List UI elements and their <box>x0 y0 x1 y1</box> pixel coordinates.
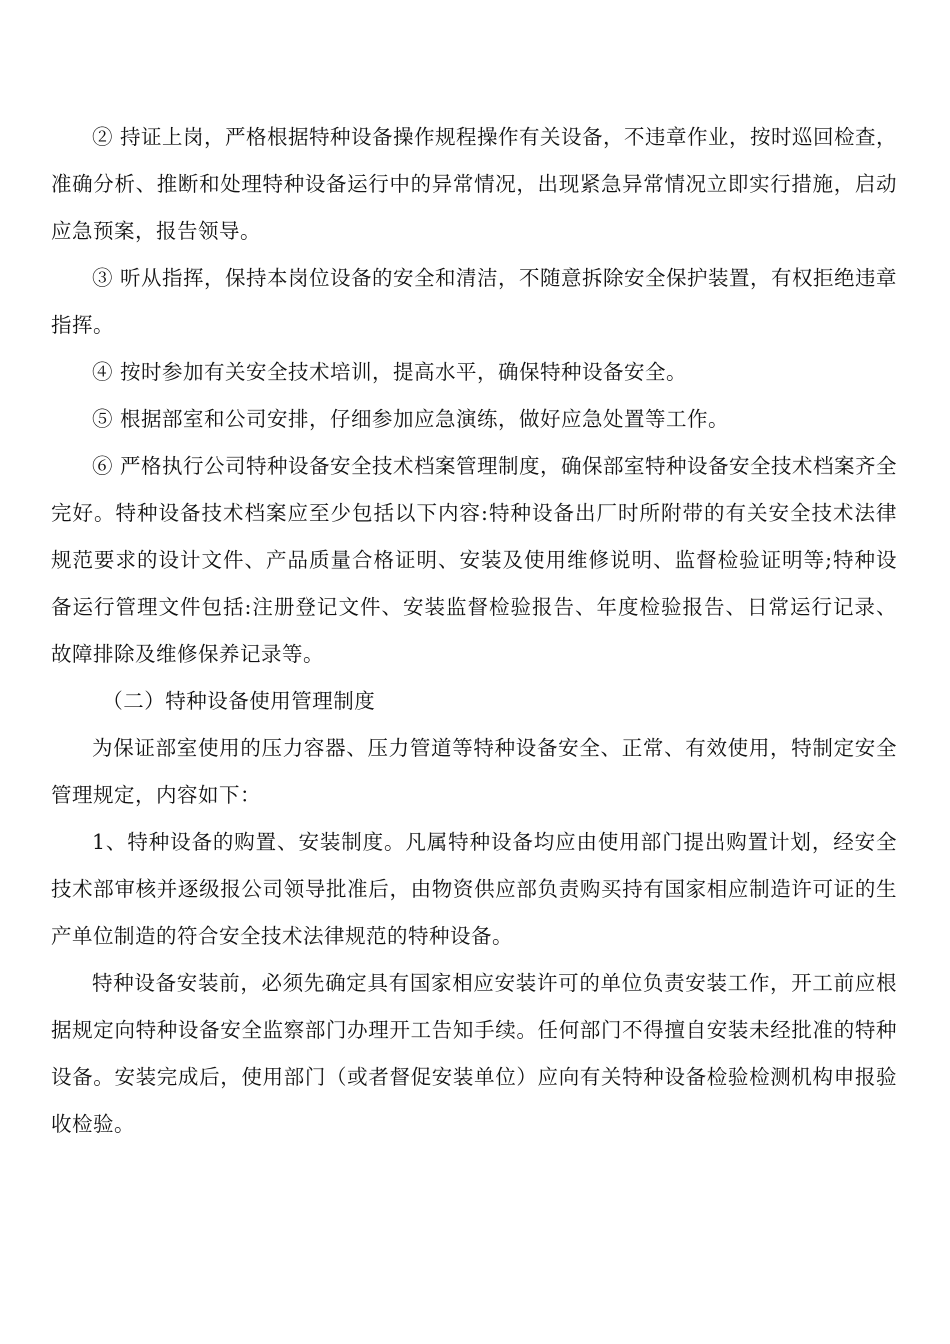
section-heading: （二）特种设备使用管理制度 <box>102 689 376 713</box>
section-intro: 为保证部室使用的压力容器、压力管道等特种设备安全、正常、有效使用，特制定安全管理规定，内容如下： <box>51 736 897 807</box>
paragraph-item-2: ② 持证上岗，严格根据特种设备操作规程操作有关设备，不违章作业，按时巡回检查，准确分析、推断和处理特种设备运行中的异常情况，出现紧急异常情况立即实行措施，启动应急预案，报告领导。 <box>51 125 898 243</box>
document-body <box>51 114 897 1148</box>
paragraph-item-4: ④ 按时参加有关安全技术培训，提高水平，确保特种设备安全。 <box>92 360 688 384</box>
rule-install-procedure: 特种设备安装前，必须先确定具有国家相应安装许可的单位负责安装工作，开工前应根据规定向特种设备安全监察部门办理开工告知手续。任何部门不得擅自安装未经批准的特种设备。安装完成后，使用部门（或者督促安装单位）应向有关特种设备检验检测机构申报验收检验。 <box>51 971 897 1136</box>
paragraph-item-5: ⑤ 根据部室和公司安排，仔细参加应急演练，做好应急处置等工作。 <box>92 407 730 431</box>
paragraph-item-6: ⑥ 严格执行公司特种设备安全技术档案管理制度，确保部室特种设备安全技术档案齐全完好。特种设备技术档案应至少包括以下内容:特种设备出厂时所附带的有关安全技术法律规范要求的设计文件、产品质量合格证明、安装及使用维修说明、监督检验证明等;特种设备运行管理文件包括:注册登记文件、安装监督检验报告、年度检验报告、日常运行记录、故障排除及维修保养记录等。 <box>51 454 898 666</box>
paragraph-item-3: ③ 听从指挥，保持本岗位设备的安全和清洁，不随意拆除安全保护装置，有权拒绝违章指挥。 <box>51 266 898 337</box>
rule-purchase-install: 1、特种设备的购置、安装制度。凡属特种设备均应由使用部门提出购置计划，经安全技术部审核并逐级报公司领导批准后，由物资供应部负责购买持有国家相应制造许可证的生产单位制造的符合安全技术法律规范的特种设备。 <box>51 830 897 948</box>
